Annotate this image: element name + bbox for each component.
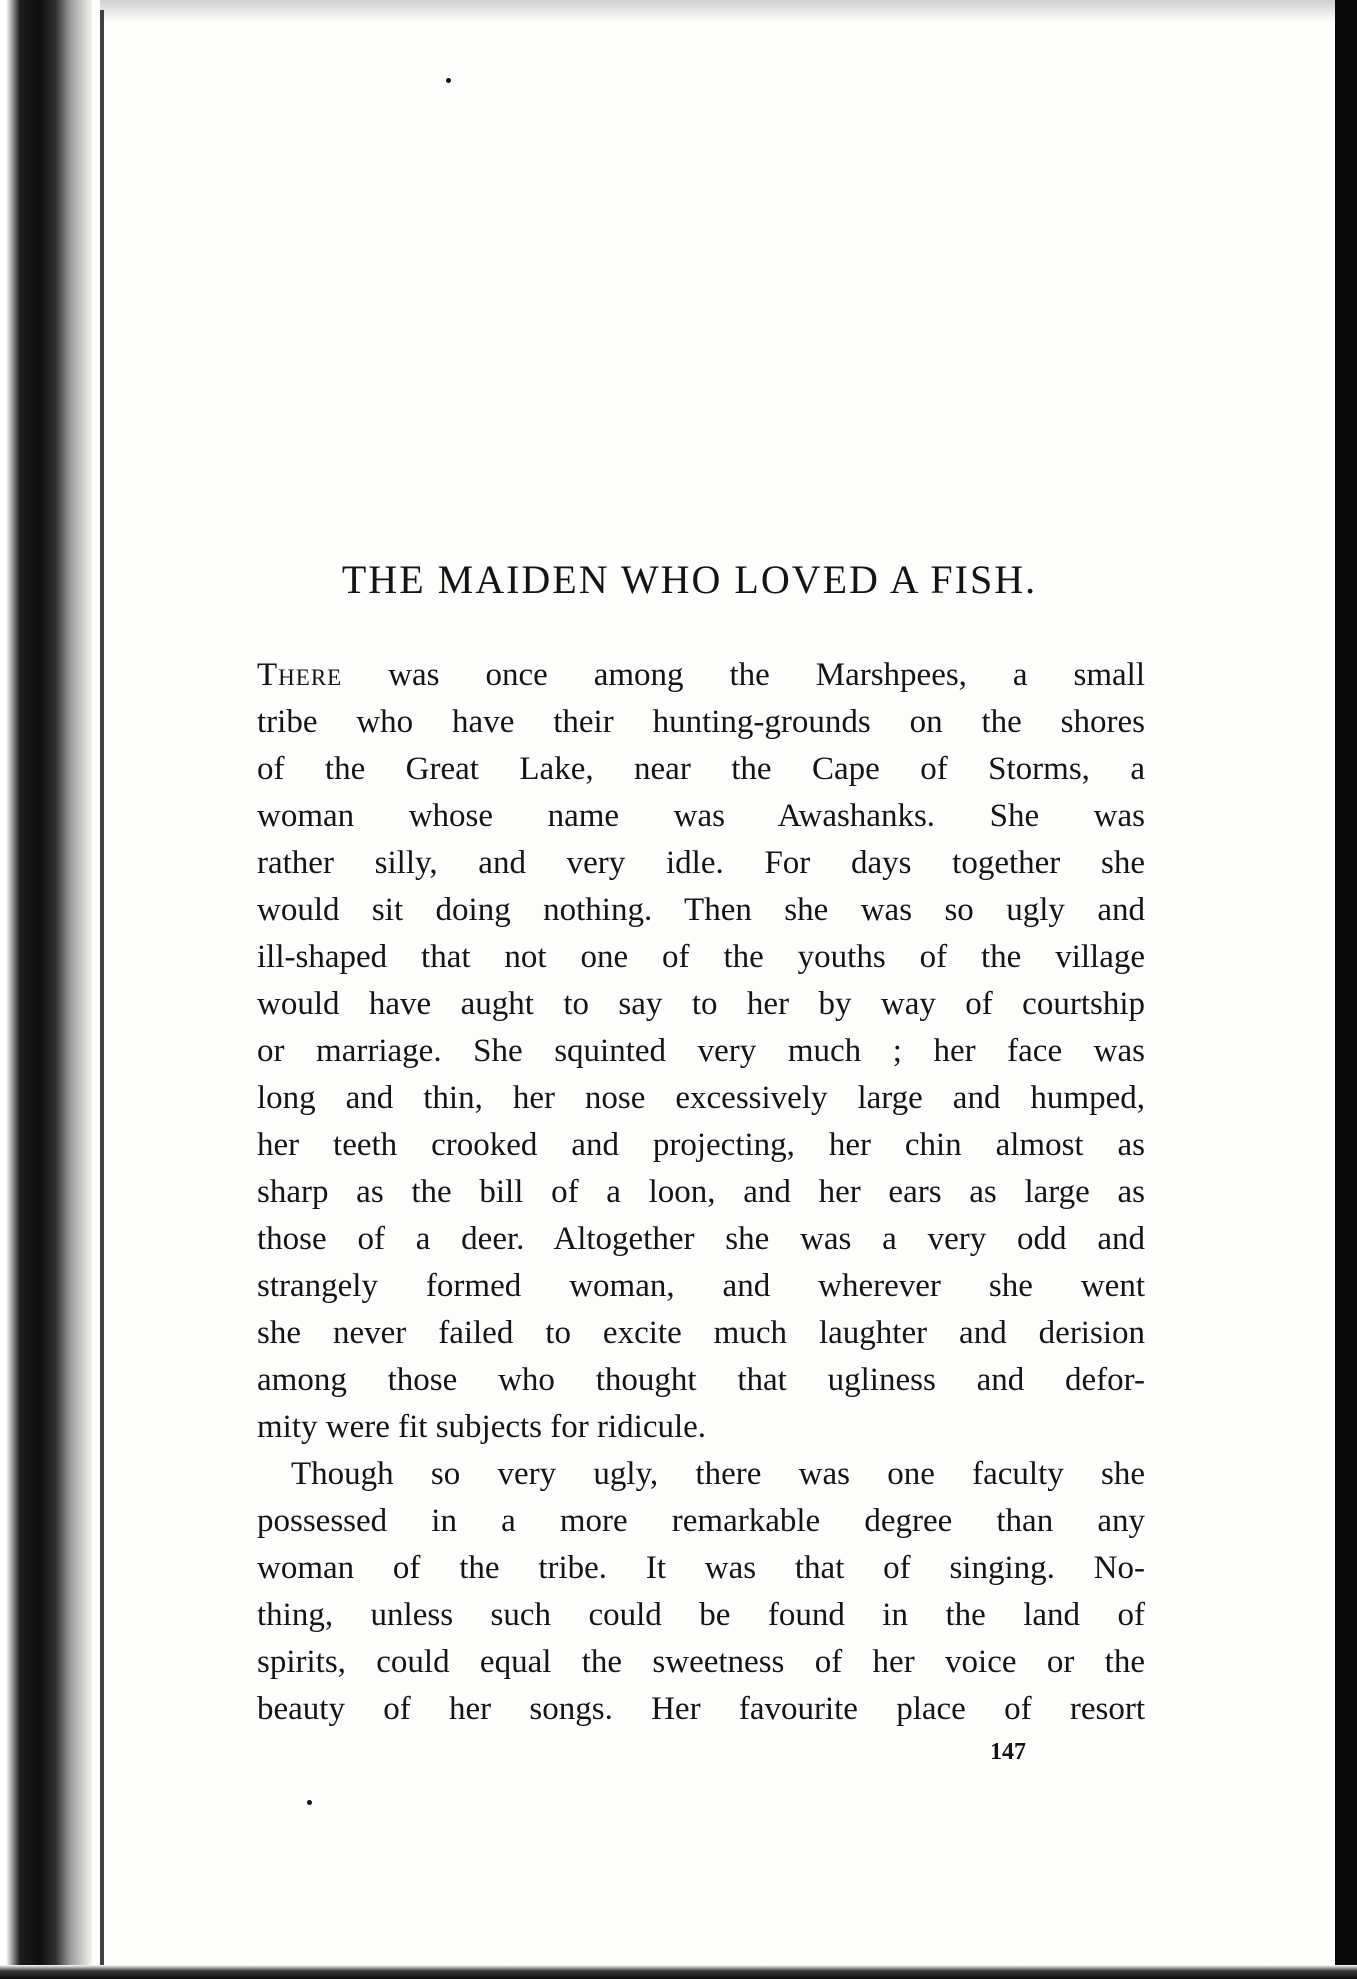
paragraph-1-line: strangely formed woman, and wherever she went — [257, 1268, 1145, 1304]
page-top-edge — [100, 0, 1335, 22]
paragraph-2-line: woman of the tribe. It was that of singing. No- — [257, 1550, 1145, 1586]
paragraph-1-last-line: mity were fit subjects for ridicule. — [257, 1409, 707, 1445]
paragraph-1-line: long and thin, her nose excessively large and humped, — [257, 1080, 1145, 1116]
paragraph-1-line: tribe who have their hunting-grounds on the shores — [257, 704, 1145, 740]
body-text — [257, 652, 1145, 1733]
paragraph-1-line: sharp as the bill of a loon, and her ears as large as — [257, 1174, 1145, 1210]
paragraph-2-line: possessed in a more remarkable degree than any — [257, 1503, 1145, 1539]
paragraph-1-line: among those who thought that ugliness and defor- — [257, 1362, 1145, 1398]
chapter-title: THE MAIDEN WHO LOVED A FISH. — [341, 557, 1038, 602]
drop-word: There — [257, 657, 343, 693]
page-bottom-edge — [0, 1965, 1357, 1979]
paragraph-1-line: would have aught to say to her by way of courtship — [257, 986, 1145, 1022]
ink-speck — [307, 1800, 312, 1805]
paragraph-1-line: of the Great Lake, near the Cape of Storms, a — [257, 751, 1145, 787]
paragraph-1-line: woman whose name was Awashanks. She was — [257, 798, 1145, 834]
ink-speck — [446, 78, 451, 83]
paragraph-2-line: spirits, could equal the sweetness of her voice or the — [257, 1644, 1145, 1680]
page-binding-edge — [0, 0, 92, 1979]
paragraph-1-line-1 — [257, 652, 1145, 699]
paragraph-1-line: ill-shaped that not one of the youths of the village — [257, 939, 1145, 975]
page-number: 147 — [990, 1739, 1026, 1765]
line-text: was once among the Marshpees, a small — [342, 657, 1145, 693]
paragraph-1-line: she never failed to excite much laughter and derision — [257, 1315, 1145, 1351]
page-margin-shadow — [100, 10, 104, 1970]
paragraph-2-line: thing, unless such could be found in the land of — [257, 1597, 1145, 1633]
page-right-edge — [1335, 0, 1357, 1979]
paragraph-1-line: or marriage. She squinted very much ; her face was — [257, 1033, 1145, 1069]
paragraph-1-line: those of a deer. Altogether she was a very odd and — [257, 1221, 1145, 1257]
paragraph-1-line: would sit doing nothing. Then she was so ugly and — [257, 892, 1145, 928]
paragraph-2-line: Though so very ugly, there was one faculty she — [291, 1456, 1145, 1492]
paragraph-1-line: rather silly, and very idle. For days together she — [257, 845, 1145, 881]
paragraph-1-line: her teeth crooked and projecting, her chin almost as — [257, 1127, 1145, 1163]
paragraph-2-line: beauty of her songs. Her favourite place of resort — [257, 1691, 1145, 1727]
